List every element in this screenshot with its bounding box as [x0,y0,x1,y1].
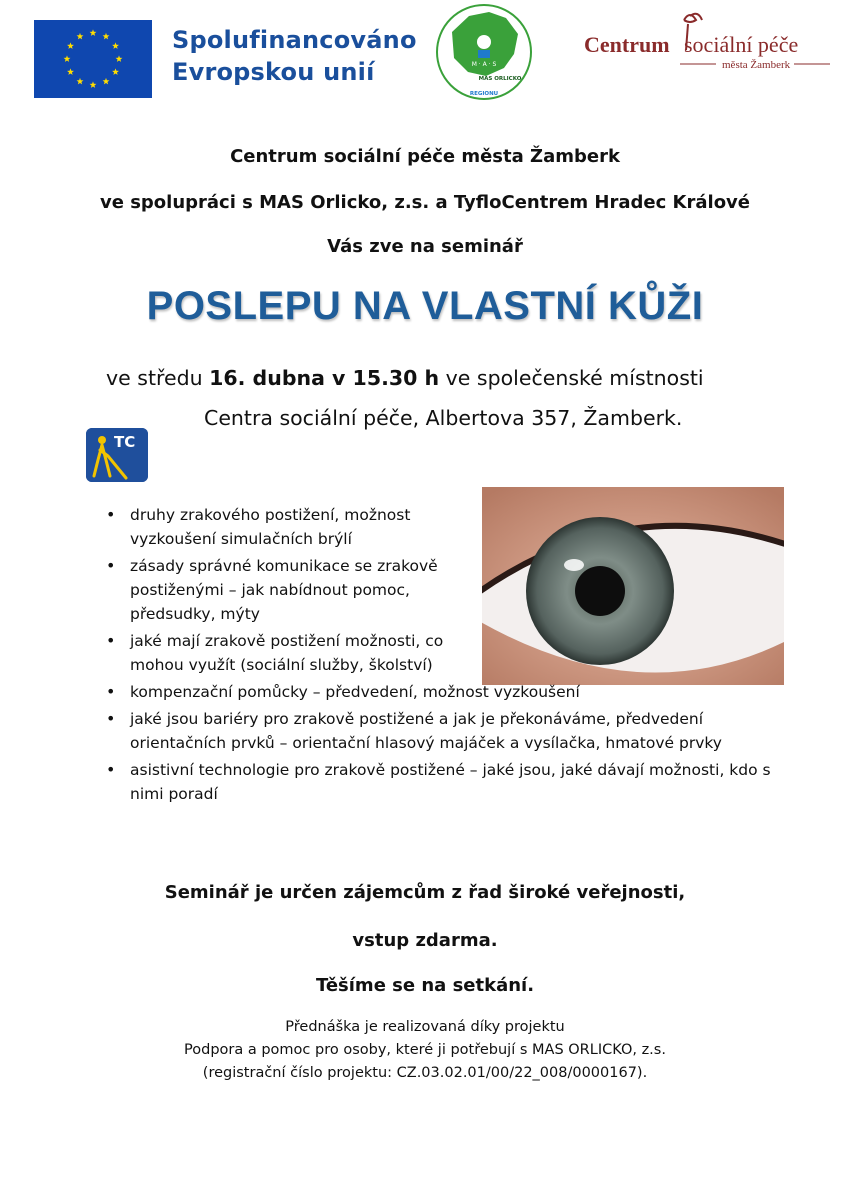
topic-item: • jaké jsou bariéry pro zrakově postižené a jak je překonáváme, předvedení orientačních prvků – orientační hlasový majáček a vysílačka, hmatové prvky [106,707,786,755]
seminar-topics-list [106,503,786,809]
closing-greeting: Těšíme se na setkání. [315,975,535,996]
topic-item: • zásady správné komunikace se zrakově postiženými – jak nabídnout pomoc, předsudky, mýty [106,554,450,626]
date-suffix: ve společenské místnosti [439,366,704,390]
event-date: 16. dubna v 15.30 h [209,366,440,390]
event-location: Centra sociální péče, Albertova 357, Žamberk. [204,406,683,430]
intro-cooperation: ve spolupráci s MAS Orlicko, z.s. a TyfloCentrem Hradec Králové [99,192,750,213]
mas-logo-text2: MAS ORLICKO [478,76,522,82]
mas-logo-text1: M · A · S [471,61,497,68]
seminar-title: POSLEPU NA VLASTNÍ KŮŽI [146,284,704,328]
closing-free-entry: vstup zdarma. [352,930,498,951]
eu-star-icon [112,68,119,75]
tc-logo-text: TC [114,433,136,451]
eu-star-icon [103,33,110,40]
topic-item: • kompenzační pomůcky – předvedení, možnost vyzkoušení [106,680,786,704]
project-footer [0,1016,850,1085]
footer-line2: Podpora a pomoc pro osoby, které ji potřebují s MAS ORLICKO, z.s. [184,1042,666,1058]
eu-star-icon [112,42,119,49]
eu-star-icon [103,78,110,85]
eu-star-icon [67,68,74,75]
eu-text-line1: Spolufinancováno [172,26,417,54]
topic-item: • jaké mají zrakově postižení možnosti, co mohou využít (sociální služby, školství) [106,629,450,677]
date-prefix: ve středu [106,366,210,390]
eu-flag-logo [34,20,152,98]
csp-logo-word2: sociální péče [684,32,799,57]
intro-invite: Vás zve na seminář [327,236,523,257]
eu-star-icon [77,33,84,40]
eu-star-icon [67,42,74,49]
intro-organizer: Centrum sociální péče města Žamberk [230,146,620,167]
topic-item: • druhy zrakového postižení, možnost vyzkoušení simulačních brýlí [106,503,450,551]
eu-star-icon [90,29,97,36]
topic-item: • asistivní technologie pro zrakově postižené – jaké jsou, jaké dávají možnosti, kdo s nimi poradí [106,758,786,806]
tyflocentrum-logo [86,428,148,482]
eu-star-icon [64,55,71,62]
csp-zamberk-logo [584,10,834,80]
closing-audience: Seminář je určen zájemcům z řad široké veřejnosti, [164,882,686,903]
footer-line1: Přednáška je realizovaná díky projektu [285,1019,565,1035]
event-date-line [106,366,704,390]
eu-star-icon [77,78,84,85]
eu-star-icon [90,81,97,88]
eu-cofinanced-text [172,24,417,88]
mas-orlicko-logo [434,2,534,102]
csp-logo-sub: města Žamberk [722,59,791,71]
mas-logo-text3: REGIONU [469,91,499,97]
csp-logo-word1: Centrum [584,32,670,57]
eu-text-line2: Evropskou unií [172,58,375,86]
eu-star-icon [116,55,123,62]
footer-line3: (registrační číslo projektu: CZ.03.02.01/00/22_008/0000167). [202,1065,648,1081]
